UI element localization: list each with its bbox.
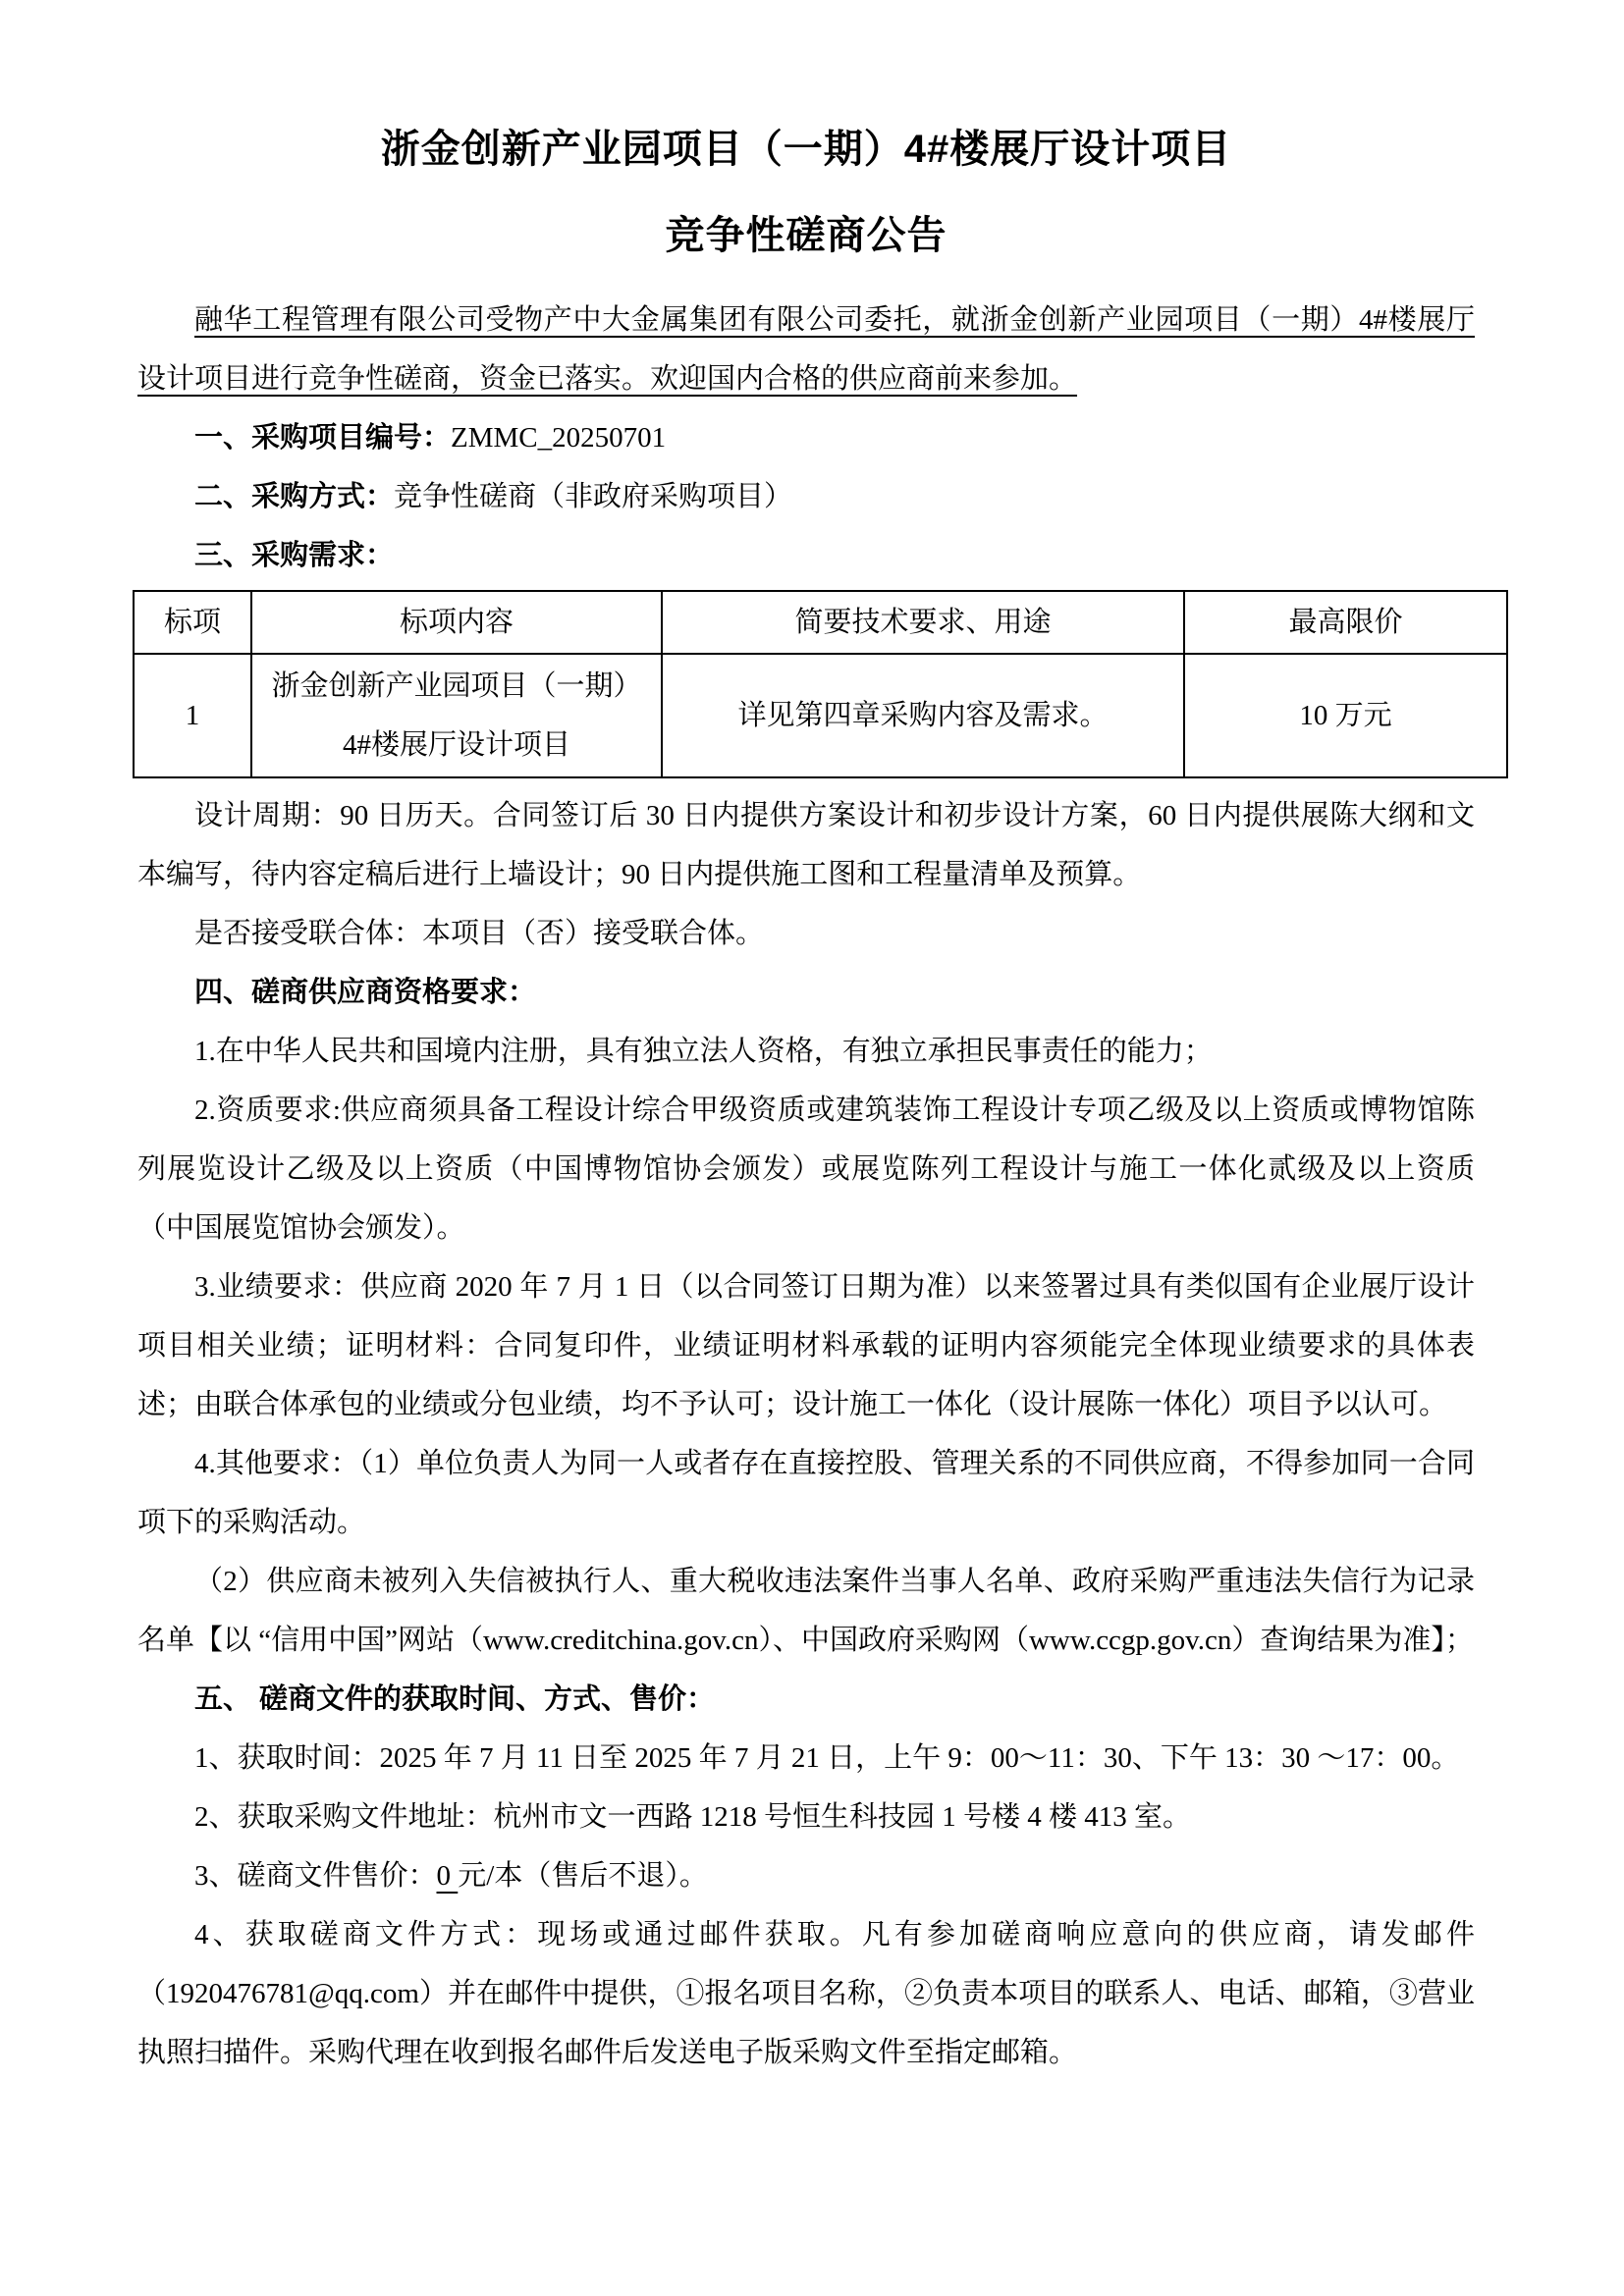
procurement-method-label: 二、采购方式： [194, 481, 395, 512]
table-row [134, 654, 1507, 777]
intro-paragraph: 融华工程管理有限公司受物产中大金属集团有限公司委托，就浙金创新产业园项目（一期）4#楼展厅设计项目进行竞争性磋商，资金已落实。欢迎国内合格的供应商前来参加。 [137, 304, 1475, 395]
section-project-number [137, 408, 1475, 467]
procurement-table [133, 590, 1508, 778]
qualification-item-1: 1.在中华人民共和国境内注册，具有独立法人资格，有独立承担民事责任的能力； [194, 1036, 1213, 1067]
qualification-item-4: 4.其他要求：（1）单位负责人为同一人或者存在直接控股、管理关系的不同供应商，不得参加同一合同项下的采购活动。 [137, 1448, 1475, 1538]
acquisition-item-price-value: 0 [436, 1860, 459, 1892]
section-procurement-method [137, 467, 1475, 526]
page-title: 浙金创新产业园项目（一期）4#楼展厅设计项目 [380, 128, 1232, 171]
section-supplier-qualification-heading: 四、磋商供应商资格要求： [194, 977, 537, 1008]
cell-tech-requirement: 详见第四章采购内容及需求。 [662, 654, 1184, 777]
col-header-tech-requirement: 简要技术要求、用途 [662, 591, 1184, 654]
acquisition-item-price-label: 3、磋商文件售价： [194, 1860, 437, 1892]
title-block [137, 106, 1475, 279]
section-document-acquisition-heading: 五、 磋商文件的获取时间、方式、售价： [194, 1683, 716, 1715]
col-header-item-content: 标项内容 [251, 591, 662, 654]
cell-item-no: 1 [134, 654, 251, 777]
cell-max-price: 10 万元 [1184, 654, 1507, 777]
design-period-paragraph: 设计周期：90 日历天。合同签订后 30 日内提供方案设计和初步设计方案，60 日内提供展陈大纲和文本编写，待内容定稿后进行上墙设计；90 日内提供施工图和工程量清单及预算。 [137, 800, 1475, 890]
section-procurement-demand [137, 526, 1475, 585]
page-subtitle: 竞争性磋商公告 [665, 214, 947, 257]
acquisition-item-time: 1、获取时间：2025 年 7 月 11 日至 2025 年 7 月 21 日，上午 9：00～11：30、下午 13：30 ～17：00。 [194, 1742, 1460, 1774]
acquisition-item-method: 4、获取磋商文件方式：现场或通过邮件获取。凡有参加磋商响应意向的供应商，请发邮件（1920476781@qq.com）并在邮件中提供，①报名项目名称，②负责本项目的联系人、电话、邮箱，③营业执照扫描件。采购代理在收到报名邮件后发送电子版采购文件至指定邮箱。 [137, 1919, 1475, 2068]
procurement-method-value: 竞争性磋商（非政府采购项目） [394, 481, 793, 512]
qualification-item-3: 3.业绩要求：供应商 2020 年 7 月 1 日（以合同签订日期为准）以来签署过具有类似国有企业展厅设计项目相关业绩；证明材料：合同复印件，业绩证明材料承载的证明内容须能完全体现业绩要求的具体表述；由联合体承包的业绩或分包业绩，均不予认可；设计施工一体化（设计展陈一体化）项目予以认可。 [137, 1271, 1475, 1420]
table-header-row [134, 591, 1507, 654]
acquisition-item-address: 2、获取采购文件地址：杭州市文一西路 1218 号恒生科技园 1 号楼 4 楼 413 室。 [194, 1801, 1192, 1833]
acquisition-item-price [137, 1846, 1475, 1905]
col-header-max-price: 最高限价 [1184, 591, 1507, 654]
col-header-item-no: 标项 [134, 591, 251, 654]
qualification-item-2: 2.资质要求:供应商须具备工程设计综合甲级资质或建筑装饰工程设计专项乙级及以上资质或博物馆陈列展览设计乙级及以上资质（中国博物馆协会颁发）或展览陈列工程设计与施工一体化贰级及以上资质（中国展览馆协会颁发）。 [137, 1095, 1475, 1244]
project-number-value: ZMMC_20250701 [451, 422, 667, 454]
acquisition-item-price-suffix: 元/本（售后不退）。 [458, 1860, 708, 1892]
consortium-paragraph: 是否接受联合体：本项目（否）接受联合体。 [194, 918, 765, 949]
cell-item-content-line1: 浙金创新产业园项目（一期） [271, 670, 642, 702]
procurement-demand-label: 三、采购需求： [194, 540, 395, 571]
project-number-label: 一、采购项目编号： [194, 422, 452, 454]
cell-item-content [251, 654, 662, 777]
cell-item-content-line2: 4#楼展厅设计项目 [342, 729, 570, 761]
qualification-item-4-sub2: （2）供应商未被列入失信被执行人、重大税收违法案件当事人名单、政府采购严重违法失信行为记录名单【以 “信用中国”网站（www.creditchina.gov.cn）、中国政府采购网（www.ccgp.gov.cn）查询结果为准】； [137, 1566, 1475, 1656]
